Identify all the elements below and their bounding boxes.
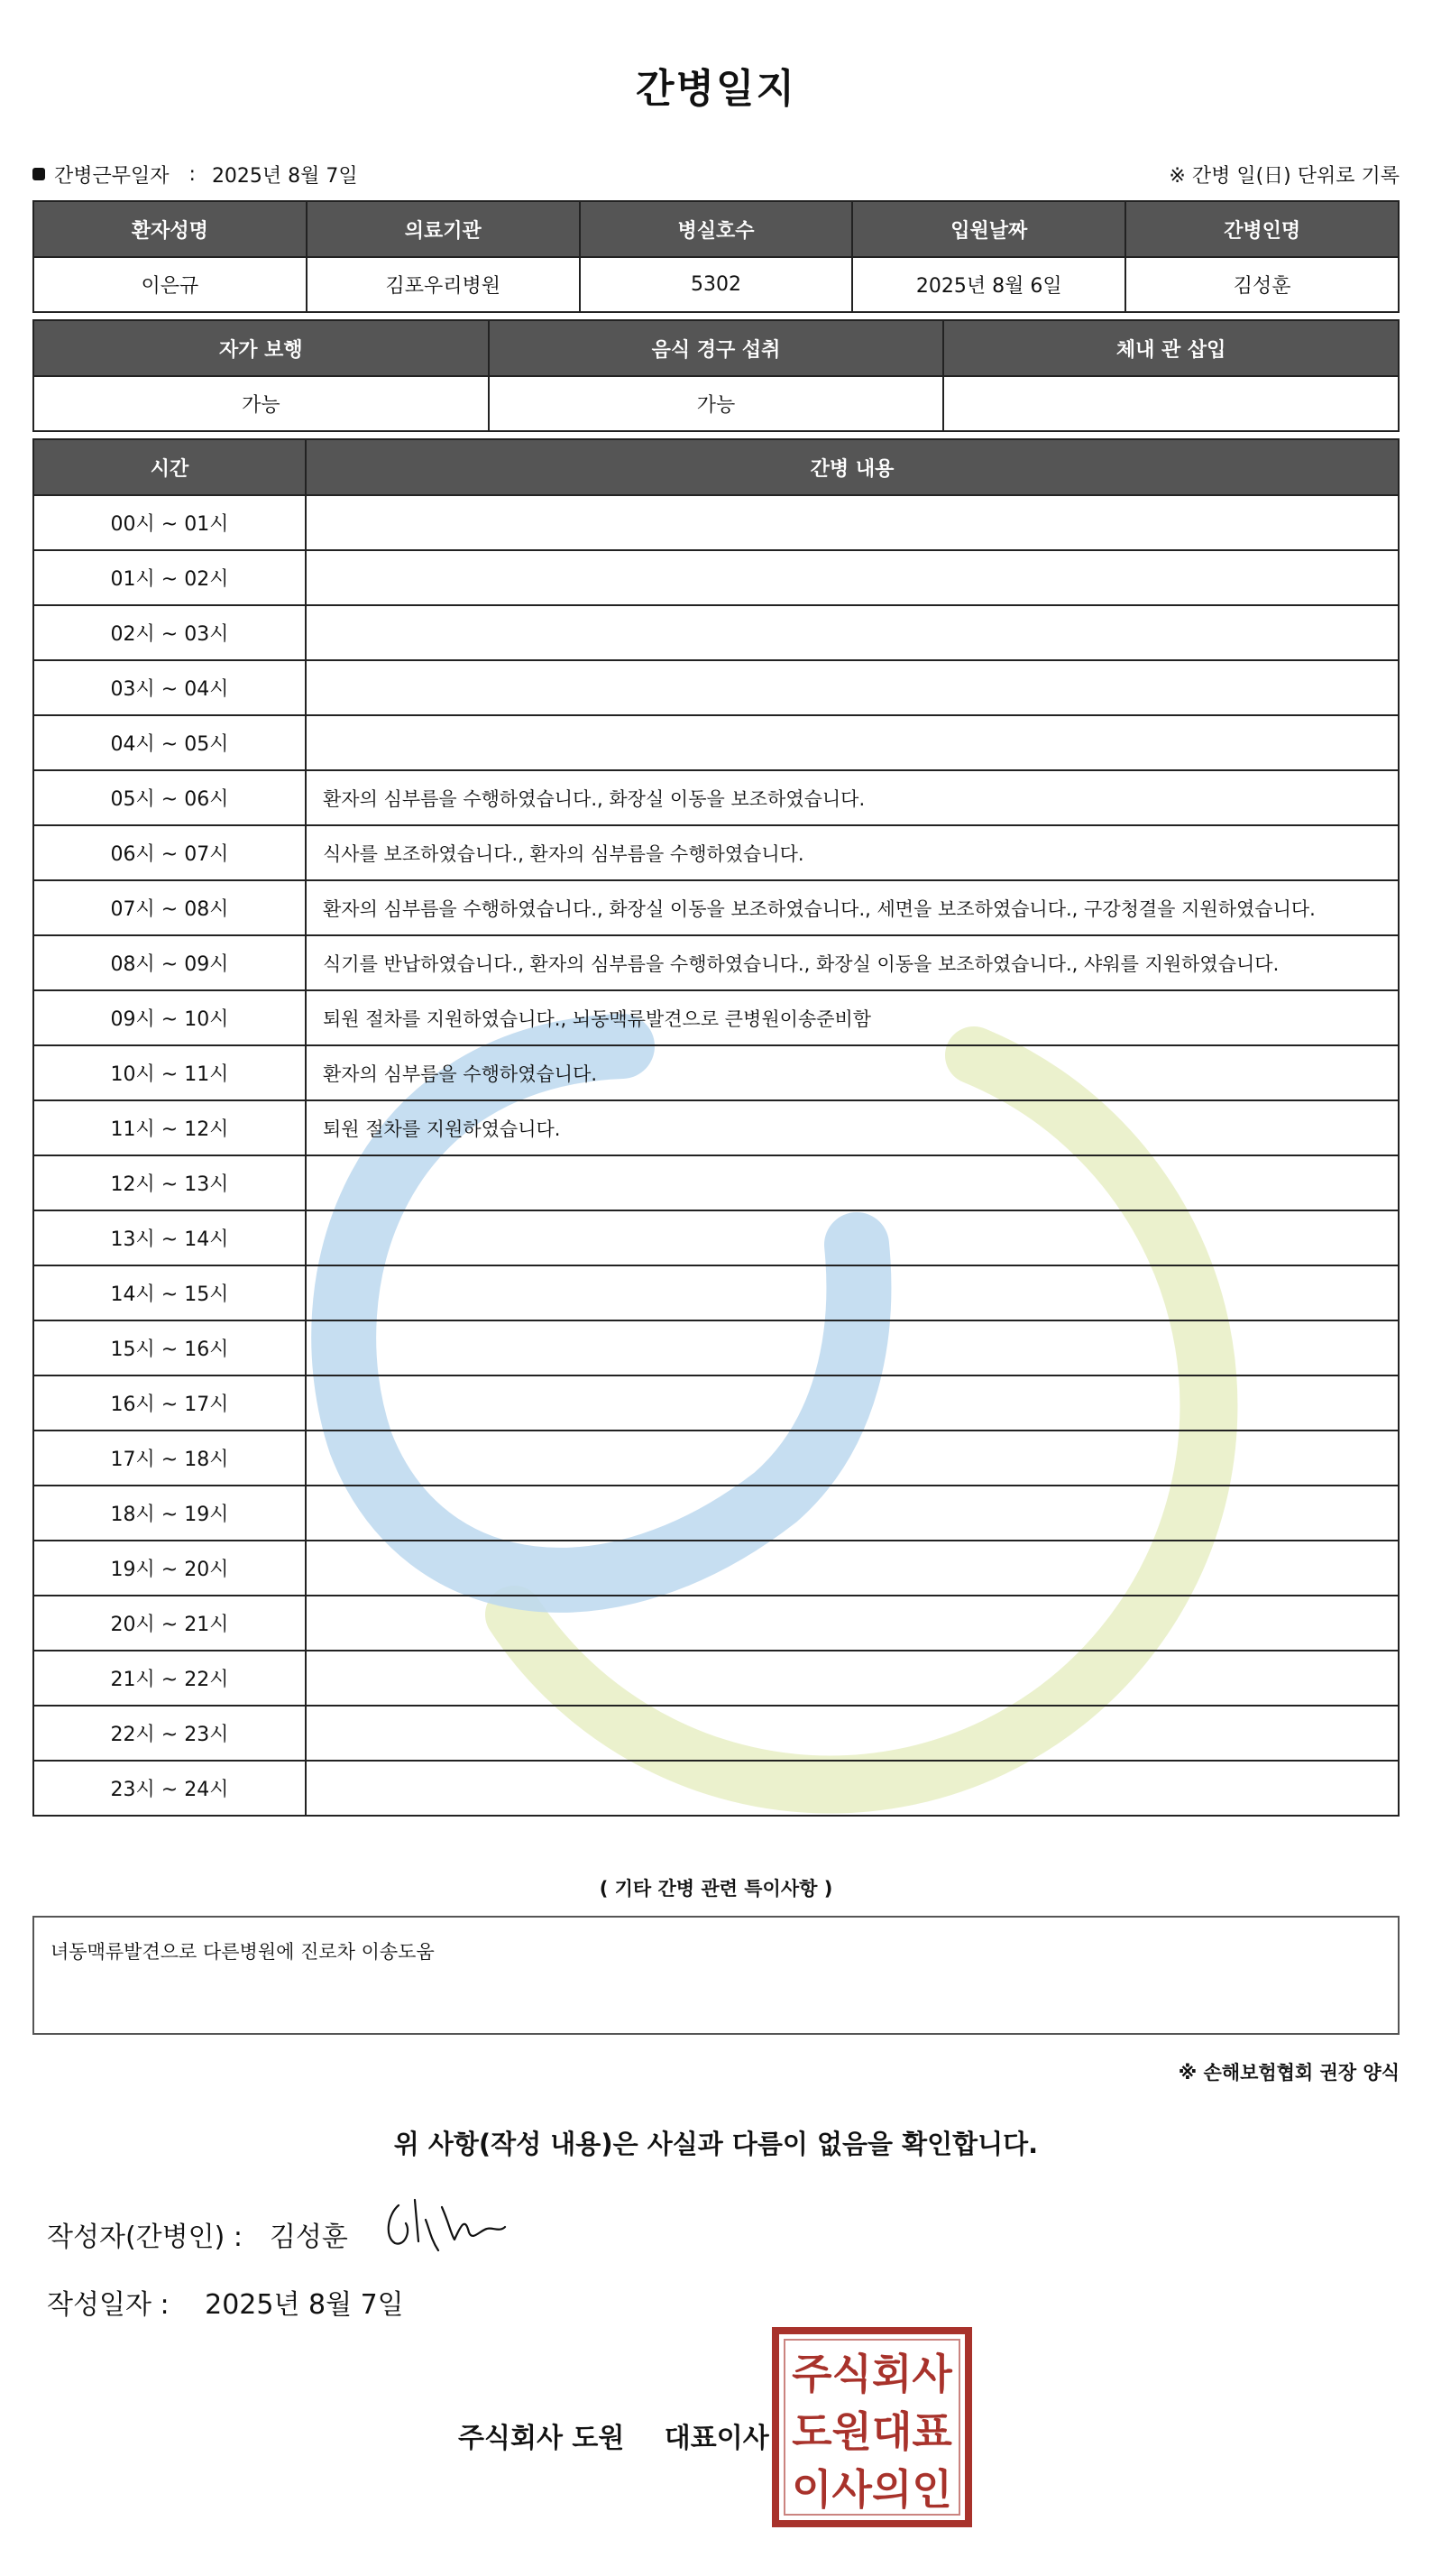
caregiver-name: 김성훈 (1125, 257, 1399, 312)
log-content (306, 1596, 1399, 1651)
log-content: 식기를 반납하였습니다., 환자의 심부름을 수행하였습니다., 화장실 이동을 보조하였습니다., 샤워를 지원하였습니다. (306, 935, 1399, 990)
room-number: 5302 (580, 257, 853, 312)
admission-date: 2025년 8월 6일 (852, 257, 1125, 312)
log-content (306, 1155, 1399, 1210)
log-time: 19시 ~ 20시 (33, 1541, 306, 1596)
log-content: 환자의 심부름을 수행하였습니다., 화장실 이동을 보조하였습니다., 세면을 보조하였습니다., 구강청결을 지원하였습니다. (306, 880, 1399, 935)
log-time: 03시 ~ 04시 (33, 660, 306, 715)
log-content: 환자의 심부름을 수행하였습니다. (306, 1045, 1399, 1100)
log-row (33, 1706, 1399, 1761)
log-time: 17시 ~ 18시 (33, 1431, 306, 1486)
log-row (33, 1155, 1399, 1210)
patient-info-table (32, 200, 1400, 313)
log-row (33, 1761, 1399, 1816)
log-content (306, 660, 1399, 715)
handwritten-signature (379, 2187, 523, 2268)
log-row (33, 1210, 1399, 1265)
log-content (306, 715, 1399, 770)
author-row (47, 2214, 348, 2254)
log-time: 11시 ~ 12시 (33, 1100, 306, 1155)
bullet-square-icon (32, 168, 45, 180)
work-date-separator: : (188, 162, 196, 186)
log-time: 10시 ~ 11시 (33, 1045, 306, 1100)
log-row (33, 1320, 1399, 1375)
log-content (306, 1541, 1399, 1596)
log-row (33, 1100, 1399, 1155)
log-row (33, 1651, 1399, 1706)
header-patient-name: 환자성명 (33, 201, 307, 257)
log-content: 식사를 보조하였습니다., 환자의 심부름을 수행하였습니다. (306, 825, 1399, 880)
log-content (306, 1210, 1399, 1265)
company-seal-stamp (772, 2327, 972, 2527)
log-content (306, 1651, 1399, 1706)
log-content (306, 550, 1399, 605)
log-content (306, 1375, 1399, 1431)
log-time: 06시 ~ 07시 (33, 825, 306, 880)
log-content (306, 495, 1399, 550)
log-content (306, 1761, 1399, 1816)
log-row (33, 1596, 1399, 1651)
header-care-content: 간병 내용 (306, 439, 1399, 495)
log-time: 00시 ~ 01시 (33, 495, 306, 550)
oral-intake-value: 가능 (489, 376, 944, 431)
log-row (33, 935, 1399, 990)
notes-text: 녀동맥류발견으로 다른병원에 진로차 이송도움 (50, 1941, 435, 1963)
confirmation-statement: 위 사항(작성 내용)은 사실과 다름이 없음을 확인합니다. (393, 2129, 1039, 2159)
log-time: 07시 ~ 08시 (33, 880, 306, 935)
hospital-name: 김포우리병원 (307, 257, 580, 312)
log-row (33, 550, 1399, 605)
log-time: 18시 ~ 19시 (33, 1486, 306, 1541)
log-content: 퇴원 절차를 지원하였습니다., 뇌동맥류발견으로 큰병원이송준비함 (306, 990, 1399, 1045)
header-self-walking: 자가 보행 (33, 320, 489, 376)
log-time: 04시 ~ 05시 (33, 715, 306, 770)
log-time: 14시 ~ 15시 (33, 1265, 306, 1320)
log-content (306, 1706, 1399, 1761)
form-source-note: ※ 손해보험협회 권장 양식 (1178, 2062, 1400, 2084)
work-date-label: 간병근무일자 (54, 164, 170, 188)
notes-title: ( 기타 간병 관련 특이사항 ) (599, 1878, 833, 1900)
log-content (306, 1265, 1399, 1320)
log-time: 15시 ~ 16시 (33, 1320, 306, 1375)
header-admission-date: 입원날짜 (852, 201, 1125, 257)
work-date-row (32, 159, 1400, 189)
log-row (33, 990, 1399, 1045)
header-tube-insertion: 체내 관 삽입 (943, 320, 1399, 376)
log-time: 12시 ~ 13시 (33, 1155, 306, 1210)
company-name: 주식회사 도원 (458, 2423, 625, 2454)
log-row (33, 1265, 1399, 1320)
log-time: 01시 ~ 02시 (33, 550, 306, 605)
log-content: 퇴원 절차를 지원하였습니다. (306, 1100, 1399, 1155)
log-row (33, 770, 1399, 825)
log-time: 21시 ~ 22시 (33, 1651, 306, 1706)
patient-name: 이은규 (33, 257, 307, 312)
write-date-label: 작성일자 : (47, 2289, 170, 2321)
company-signature-line (458, 2415, 769, 2455)
header-room-number: 병실호수 (580, 201, 853, 257)
log-row (33, 880, 1399, 935)
log-content (306, 1431, 1399, 1486)
work-date-value: 2025년 8월 7일 (211, 164, 358, 188)
record-unit-note: ※ 간병 일(日) 단위로 기록 (1169, 164, 1400, 188)
log-time: 20시 ~ 21시 (33, 1596, 306, 1651)
seal-line-3: 이사의인 (792, 2465, 952, 2514)
header-hospital: 의료기관 (307, 201, 580, 257)
header-caregiver-name: 간병인명 (1125, 201, 1399, 257)
log-time: 02시 ~ 03시 (33, 605, 306, 660)
log-time: 16시 ~ 17시 (33, 1375, 306, 1431)
log-row (33, 1375, 1399, 1431)
log-time: 09시 ~ 10시 (33, 990, 306, 1045)
patient-status-table (32, 319, 1400, 432)
log-row (33, 660, 1399, 715)
care-log-table (32, 438, 1400, 1817)
log-content (306, 1320, 1399, 1375)
author-label: 작성자(간병인) : (47, 2222, 243, 2253)
log-content (306, 1486, 1399, 1541)
log-row (33, 825, 1399, 880)
write-date-row (47, 2282, 404, 2322)
log-row (33, 715, 1399, 770)
log-content (306, 605, 1399, 660)
author-name: 김성훈 (269, 2222, 348, 2253)
tube-insertion-value (943, 376, 1399, 431)
log-time: 23시 ~ 24시 (33, 1761, 306, 1816)
log-row (33, 1486, 1399, 1541)
seal-line-1: 주식회사 (792, 2350, 952, 2398)
log-time: 22시 ~ 23시 (33, 1706, 306, 1761)
log-row (33, 1431, 1399, 1486)
write-date-value: 2025년 8월 7일 (205, 2289, 404, 2321)
log-time: 13시 ~ 14시 (33, 1210, 306, 1265)
seal-line-2: 도원대표 (792, 2407, 952, 2456)
log-row (33, 1045, 1399, 1100)
self-walking-value: 가능 (33, 376, 489, 431)
log-row (33, 495, 1399, 550)
header-oral-intake: 음식 경구 섭취 (489, 320, 944, 376)
header-time: 시간 (33, 439, 306, 495)
log-content: 환자의 심부름을 수행하였습니다., 화장실 이동을 보조하였습니다. (306, 770, 1399, 825)
log-time: 05시 ~ 06시 (33, 770, 306, 825)
page-title: 간병일지 (635, 66, 796, 112)
log-time: 08시 ~ 09시 (33, 935, 306, 990)
log-row (33, 1541, 1399, 1596)
notes-box (32, 1916, 1400, 2035)
representative-title: 대표이사 (664, 2423, 769, 2454)
log-row (33, 605, 1399, 660)
